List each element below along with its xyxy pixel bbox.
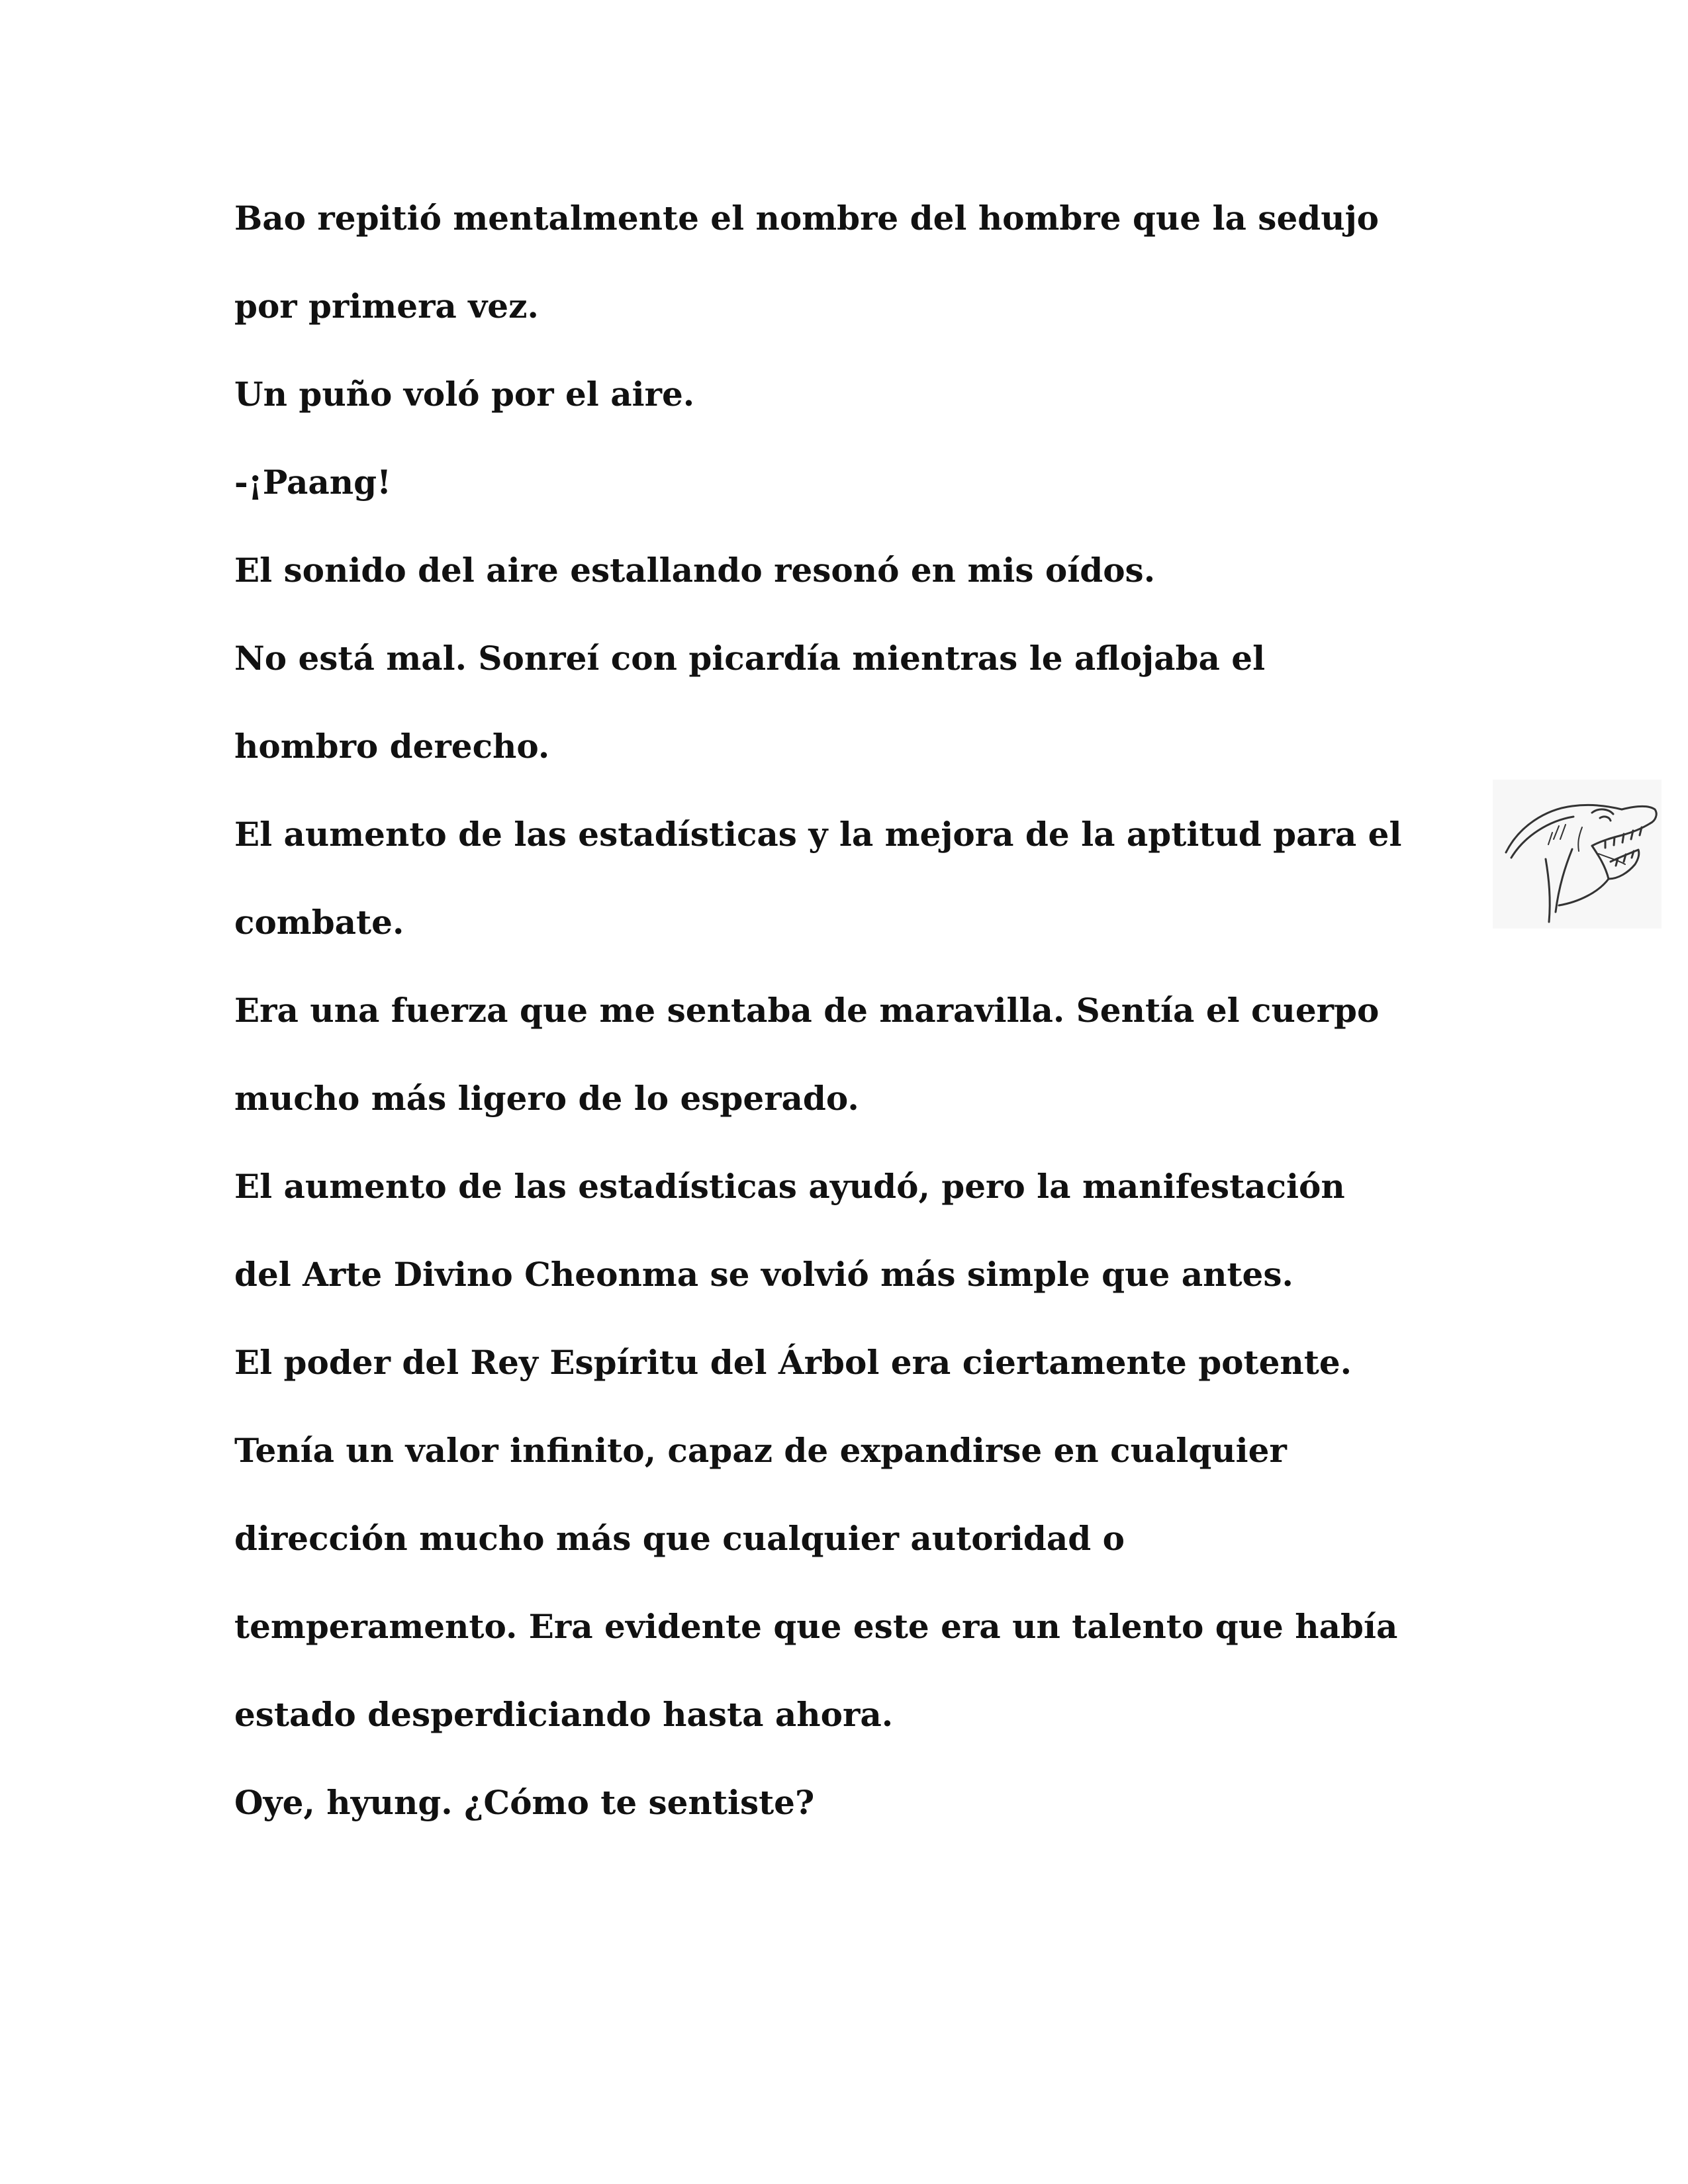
text-line-18: estado desperdiciando hasta ahora. [234, 1695, 894, 1734]
text-line-14: El poder del Rey Espíritu del Árbol era ciertamente potente. [234, 1343, 1352, 1382]
text-line-13: del Arte Divino Cheonma se volvió más simple que antes. [234, 1255, 1293, 1294]
text-line-9: combate. [234, 903, 404, 942]
text-line-7: hombro derecho. [234, 727, 550, 766]
text-line-8: El aumento de las estadísticas y la mejora de la aptitud para el [234, 815, 1402, 854]
body-text [234, 189, 1532, 1861]
text-line-2: por primera vez. [234, 287, 539, 326]
text-line-1: Bao repitió mentalmente el nombre del hombre que la sedujo [234, 199, 1380, 238]
text-line-6: No está mal. Sonreí con picardía mientras le aflojaba el [234, 639, 1266, 678]
text-line-17: temperamento. Era evidente que este era un talento que había [234, 1607, 1398, 1646]
text-line-11: mucho más ligero de lo esperado. [234, 1079, 859, 1118]
text-line-5: El sonido del aire estallando resonó en mis oídos. [234, 551, 1156, 590]
text-line-3: Un puño voló por el aire. [234, 375, 695, 414]
text-line-19: Oye, hyung. ¿Cómo te sentiste? [234, 1783, 815, 1822]
dinosaur-head-sketch-icon [1493, 780, 1662, 929]
text-line-10: Era una fuerza que me sentaba de maravilla. Sentía el cuerpo [234, 991, 1380, 1030]
text-line-15: Tenía un valor infinito, capaz de expandirse en cualquier [234, 1431, 1287, 1470]
text-line-12: El aumento de las estadísticas ayudó, pero la manifestación [234, 1167, 1345, 1206]
text-line-16: dirección mucho más que cualquier autoridad o [234, 1519, 1125, 1558]
text-line-4: -¡Paang! [234, 463, 392, 502]
